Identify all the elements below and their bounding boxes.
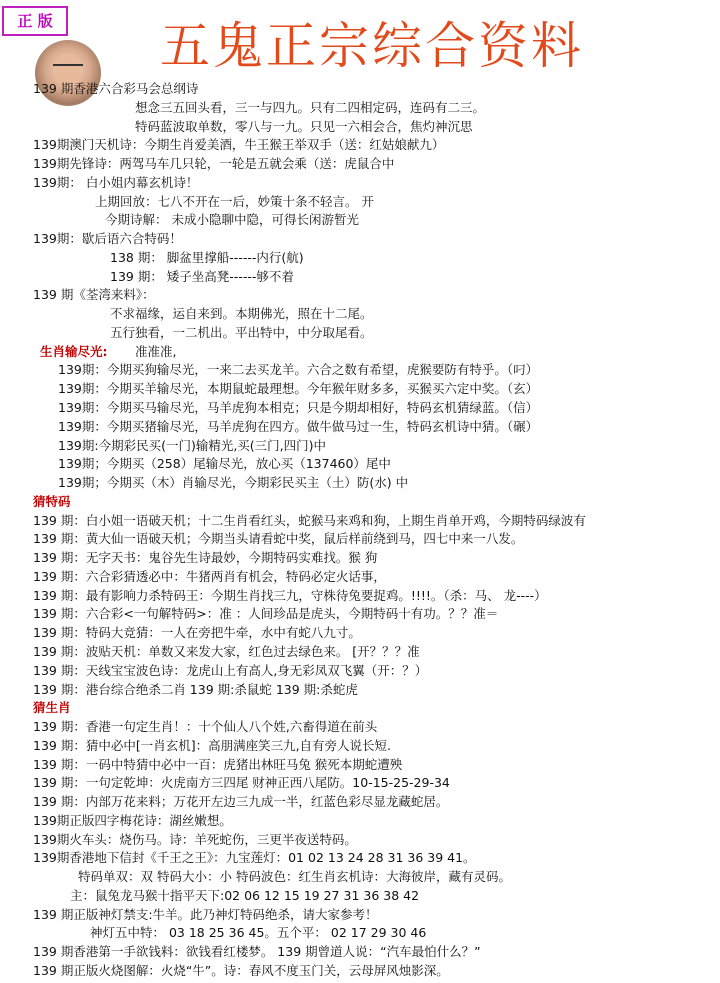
text-line: 139 期：六合彩猜透必中：牛猪两肖有机会，特码必定火话事， xyxy=(33,569,386,584)
text-line: 想念三五回头看，三一与四九。只有二四相定码，连码有二三。 xyxy=(135,100,486,115)
section-heading: 生肖输尽光: xyxy=(40,344,108,359)
text-line: 139 期： 矮子坐高凳------够不着 xyxy=(110,269,294,284)
text-line: 139 期：天线宝宝波色诗：龙虎山上有高人,身无彩凤双飞翼（开：？） xyxy=(33,663,428,678)
text-line: 139 期：无字天书：鬼谷先生诗最妙，今期特码实难找。猴 狗 xyxy=(33,550,378,565)
text-line: 139期：歇后语六合特码！ xyxy=(33,231,182,246)
text-line: 139期火车头：烧伤马。诗：羊死蛇伤，三更半夜送特码。 xyxy=(33,832,357,847)
text-line: 139 期：一句定乾坤：火虎南方三四尾 财神正西八尾防。10-15-25-29-34 xyxy=(33,775,450,790)
edition-badge: 正 版 xyxy=(2,6,68,36)
text-line: 139 期《荃湾来料》： xyxy=(33,287,155,302)
text-line: 139期:今期彩民买(一门)输精光,买(三门,四门)中 xyxy=(58,438,327,453)
text-line: 139期先锋诗：两驾马车几只轮，一轮是五就会乘（送：虎鼠合中 xyxy=(33,156,395,171)
text-line: 139期香港地下信封《千王之王》：九宝莲灯：01 02 13 24 28 31 36 39 41。 xyxy=(33,850,476,865)
text-line: 139 期：波贴天机：单数又来发大家，红色过去绿色来。 [开？？？准 xyxy=(33,644,420,659)
text-line: 不求福缘，运自来到。本期佛光，照在十二尾。 xyxy=(110,306,373,321)
page-title: 五鬼正宗综合资料 xyxy=(160,17,584,75)
text-line: 139 期：港台综合绝杀二肖 139 期:杀鼠蛇 139 期:杀蛇虎 xyxy=(33,682,358,697)
text-line: 139 期：黄大仙一语破天机；今期当头请看蛇中奖，鼠后样前绕到马，四七中来一八发。 xyxy=(33,531,524,546)
text-line: 139期：今期买马输尽光，马羊虎狗本相克；只是今期却相好，特码玄机猜绿蓝。（信） xyxy=(58,400,539,415)
text-line: 特码蓝波取单数，零八与一九。只见一六相会合，焦灼神沉思 xyxy=(135,119,473,134)
text-line: 139 期香港第一手欲钱料：欲钱看红楼梦。 139 期曾道人说：“汽车最怕什么？” xyxy=(33,944,481,959)
section-heading: 猜特码 xyxy=(33,494,71,509)
section-heading: 猜生肖 xyxy=(33,700,71,715)
text-line: 特码单双：双 特码大小：小 特码波色：红生肖玄机诗：大海彼岸，藏有灵码。 xyxy=(78,869,511,884)
text-line: 139 期正版神灯禁支:牛羊。此乃神灯特码绝杀，请大家参考！ xyxy=(33,907,378,922)
text-line: 139 期：内部万花来料；万花开左边三九成一半，红蓝色彩尽显龙藏蛇居。 xyxy=(33,794,449,809)
avatar-glasses xyxy=(53,64,83,72)
text-line: 139 期：最有影响力杀特码王：今期生肖找三九，守株待兔要捉鸡。!!!!。（杀：马、 龙----） xyxy=(33,588,547,603)
text-line: 上期回放：七八不开在一后，妙策十条不轻言。 开 xyxy=(95,194,374,209)
text-line: 139期：今期买羊输尽光，本期鼠蛇最理想。今年猴年财多多，买猴买六定中奖。（玄） xyxy=(58,381,539,396)
text-line: 主：鼠兔龙马猴十指平天下:02 06 12 15 19 27 31 36 38 42 xyxy=(70,888,420,903)
text-line: 139期：今期买狗输尽光，一来二去买龙羊。六合之数有希望，虎猴要防有特乎。（叼） xyxy=(58,362,539,377)
text-line: 139 期香港六合彩马会总纲诗 xyxy=(33,81,199,96)
text-line: 今期诗解： 未成小隐聊中隐，可得长闲游暂光 xyxy=(105,212,359,227)
text-line: 139期澳门天机诗：今期生肖爱美酒，牛王猴王举双手（送：红姑娘献九） xyxy=(33,137,445,152)
text-line: 准准准, xyxy=(135,344,177,359)
text-line: 139期；今期买（木）肖输尽光，今期彩民买主（土）防(水) 中 xyxy=(58,475,409,490)
text-line: 139 期正版火烧图解：火烧“牛”。诗：春风不度玉门关，云母屏风烛影深。 xyxy=(33,963,449,978)
text-line: 139 期：特码大竞猜：一人在旁把牛牵，水中有蛇八九寸。 xyxy=(33,625,361,640)
text-line: 神灯五中特： 03 18 25 36 45。五个平： 02 17 29 30 46 xyxy=(90,925,427,940)
text-line: 139期： 白小姐内幕玄机诗！ xyxy=(33,175,199,190)
text-line: 139 期：香港一句定生肖！：十个仙人八个姓,六畜得道在前头 xyxy=(33,719,378,734)
text-line: 138 期： 脚盆里撑船------内行(航) xyxy=(110,250,304,265)
text-line: 139 期：白小姐一语破天机；十二生肖看红头，蛇猴马来鸡和狗，上期生肖单开鸡，今期特码绿波有 xyxy=(33,513,586,528)
text-line: 139期正版四字梅花诗：湖丝嫩想。 xyxy=(33,813,232,828)
text-line: 139期；今期买（258）尾输尽光，放心买（137460）尾中 xyxy=(58,456,391,471)
text-line: 五行独看，一二机出。平出特中，中分取尾看。 xyxy=(110,325,373,340)
text-line: 139 期：一码中特猜中必中一百：虎猪出林旺马兔 猴死本期蛇遭殃 xyxy=(33,757,403,772)
text-line: 139 期：六合彩<一句解特码>：准 ：人间珍品是虎头，今期特码十有功。？？准＝ xyxy=(33,606,499,621)
text-line: 139 期：猜中必中[一肖玄机]：高朋满座笑三九,自有旁人说长短. xyxy=(33,738,392,753)
text-line: 139期：今期买猪输尽光，马羊虎狗在四方。做牛做马过一生，特码玄机诗中猜。（碾） xyxy=(58,419,539,434)
